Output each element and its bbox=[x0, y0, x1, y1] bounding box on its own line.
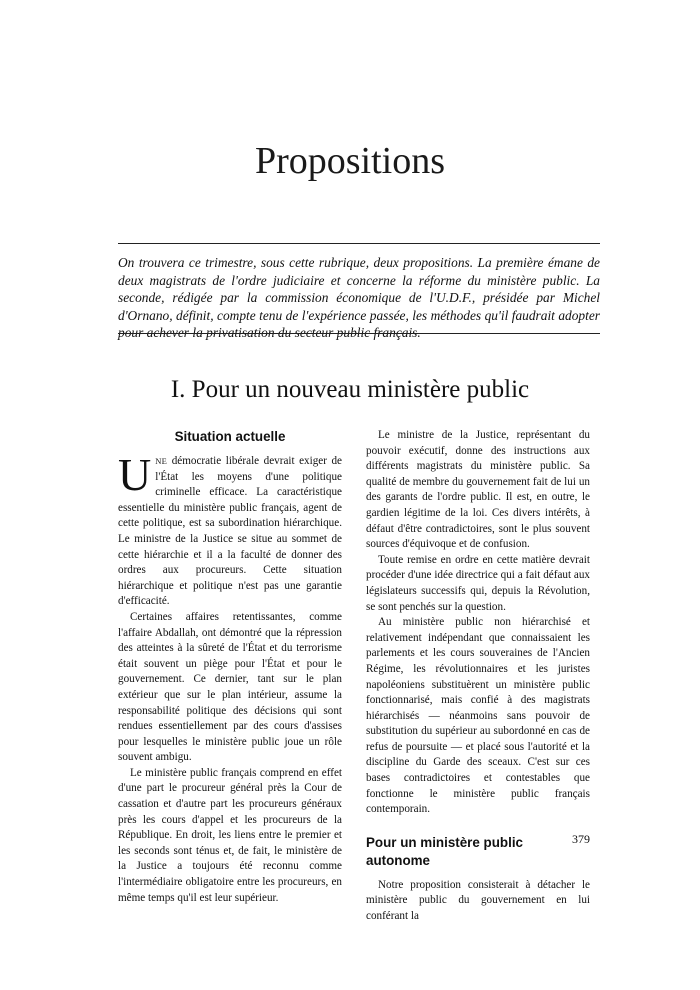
right-column bbox=[366, 428, 590, 925]
paragraph-6: Au ministère public non hiérarchisé et relativement indépendant que connaissaient les parlements et les cours souveraines de l'Ancien Régime, les révolutionnaires et les juristes napoléoniens substituèrent un ministère public fonctionnarisé, mais confié à des magistrats hiérarchisés — néanmoins sans pouvoir de substitution du supérieur au subordonné en cas de refus de poursuite — et placé sous l'autorité et la discipline du Garde des sceaux. C'est sur ces bases contradictoires et contestables que fonctionne le ministère public français contemporain. bbox=[366, 616, 590, 816]
drop-cap: U bbox=[118, 449, 152, 500]
top-divider bbox=[118, 243, 600, 244]
paragraph-4: Le ministre de la Justice, représentant du pouvoir exécutif, donne des instructions aux différents magistrats du ministère public. Sa qualité de membre du gouvernement fait de lui un des garants de l'ordre public. Il est, en outre, le gardien légitime de la loi. Ces divers intérêts, à défaut d'être contradictoires, sont le plus souvent sources d'équivoque et de confusion. bbox=[366, 429, 590, 551]
paragraph-5: Toute remise en ordre en cette matière devrait procéder d'une idée directrice qui a fait défaut aux législateurs successifs qui, depuis la Révolution, se sont penchés sur la question. bbox=[366, 553, 590, 613]
heading-situation-actuelle: Situation actuelle bbox=[174, 429, 286, 444]
page-number: 379 bbox=[572, 832, 590, 846]
paragraph-1 bbox=[118, 449, 342, 610]
page-title: Propositions bbox=[254, 140, 446, 182]
small-caps-word: NE bbox=[155, 456, 168, 466]
paragraph-7: Notre proposition consisterait à détacher le ministère public du gouvernement en lui conférant la bbox=[366, 878, 590, 923]
paragraph-3: Le ministère public français comprend en effet d'une part le procureur général près la Cour de cassation et d'autre part les procureurs généraux près les cours d'appel et les procureurs de la République. En droit, les liens entre le premier et les seconds sont ténus et, de fait, le ministère de la Justice a toujours été reconnu comme l'intermédiaire obligatoire entre les procureurs, en même temps qu'il est leur supérieur. bbox=[118, 766, 342, 904]
left-column bbox=[118, 428, 342, 906]
bottom-divider bbox=[118, 333, 600, 334]
heading-ministere-autonome: Pour un ministère public autonome bbox=[366, 834, 523, 868]
paragraph-2: Certaines affaires retentissantes, comme l'affaire Abdallah, ont démontré que la répression des atteintes à la sûreté de l'État et du terrorisme était souvent un piège pour l'État et pour le gouvernement. Ce dernier, tant sur le plan extérieur que sur le plan intérieur, assume la responsabilité politique des décisions qui sont rendues essentiellement par des cours d'assises pour lesquelles le ministère public joue un rôle souvent ambigu. bbox=[118, 610, 342, 764]
section-title: I. Pour un nouveau ministère public bbox=[170, 376, 530, 403]
intro-paragraph: On trouvera ce trimestre, sous cette rubrique, deux propositions. La première émane de deux magistrats de l'ordre judiciaire et concerne la réforme du ministère public. La seconde, rédigée par la commission économique de l'U.D.F., présidée par Michel d'Ornano, définit, compte tenu de l'expérience passée, les méthodes qu'il faudrait adopter pour achever la privatisation du secteur public français. bbox=[118, 255, 600, 341]
paragraph-1-text: démocratie libérale devrait exiger de l'État les moyens d'une politique criminelle efficace. La caractéristique essentielle du ministère public français, agent de cette politique, est sa subordination hiérarchique. Le ministre de la Justice se situe au sommet de cette hiérarchie et il a la faculté de donner des ordres aux procureurs. Cette situation hiérarchique et politique n'est pas une garantie d'efficacité. bbox=[118, 455, 342, 608]
